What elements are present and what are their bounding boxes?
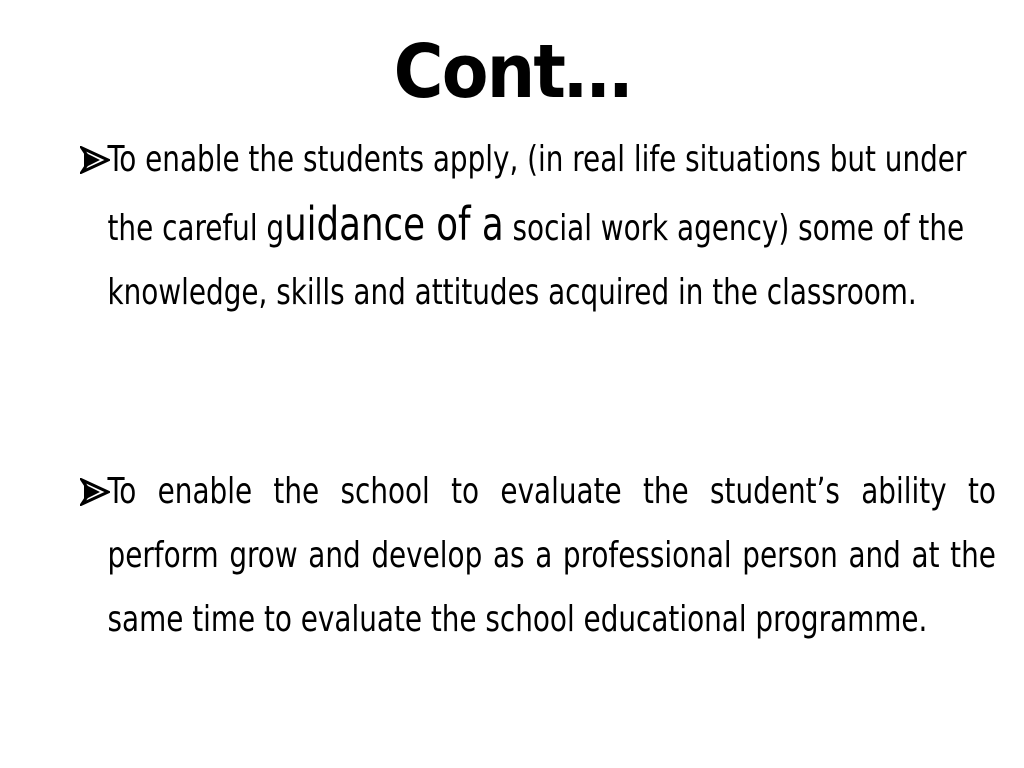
bullet-item xyxy=(80,460,996,652)
bullet-text-wrap xyxy=(80,128,996,325)
slide-title: Cont… xyxy=(393,29,631,115)
bullet-text-part: To enable the students apply, (in real life situations but under the careful g xyxy=(107,139,967,249)
bullet-text xyxy=(80,128,996,325)
bullet-text-part: social work agency) some of the knowledge, skills and attitudes acquired in the classroom. xyxy=(107,208,965,313)
bullet-item xyxy=(80,128,996,325)
bullet-text-wrap xyxy=(80,460,996,652)
bullet-text-emphasis: uidance of a xyxy=(284,197,504,251)
bullet-text: To enable the school to evaluate the student’s ability to perform grow and develop as a professional person and at the same time to evaluate the school educational programme. xyxy=(107,471,996,640)
